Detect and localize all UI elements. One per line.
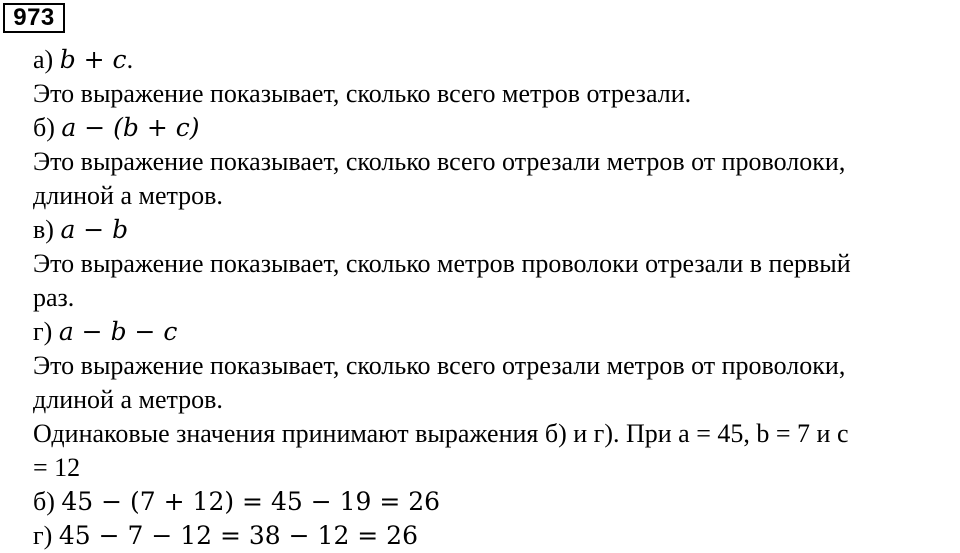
expression: a − b − c: [58, 317, 178, 346]
calculation: 45 − 7 − 12 = 38 − 12 = 26: [58, 521, 418, 550]
punctuation: .: [126, 45, 134, 74]
explanation-line: длиной а метров.: [33, 181, 223, 210]
task-number-badge: 973: [3, 3, 65, 33]
conclusion-line: Одинаковые значения принимают выражения б) и г). При a = 45, b = 7 и c: [33, 419, 849, 448]
explanation-line: Это выражение показывает, сколько всего отрезали метров от проволоки,: [33, 351, 846, 380]
item-label: г): [33, 317, 59, 346]
solution-text: [33, 43, 953, 553]
item-label: а): [33, 45, 60, 74]
expression: b + c: [59, 45, 127, 74]
item-label: б): [33, 113, 62, 142]
item-label: в): [33, 215, 61, 244]
expression: a − b: [60, 215, 129, 244]
conclusion-line: = 12: [33, 453, 81, 482]
calculation-g: [33, 519, 953, 553]
explanation-line: Это выражение показывает, сколько всего метров отрезали.: [33, 79, 692, 108]
explanation-line: раз.: [33, 283, 75, 312]
item-v-expression: [33, 213, 953, 247]
calculation: 45 − (7 + 12) = 45 − 19 = 26: [61, 487, 441, 516]
item-b-expression: [33, 111, 953, 145]
item-a-expression: [33, 43, 953, 77]
explanation-line: длиной а метров.: [33, 385, 223, 414]
item-label: б): [33, 487, 62, 516]
calculation-b: [33, 485, 953, 519]
explanation-line: Это выражение показывает, сколько всего отрезали метров от проволоки,: [33, 147, 846, 176]
explanation-line: Это выражение показывает, сколько метров проволоки отрезали в первый: [33, 249, 851, 278]
item-label: г): [33, 521, 59, 550]
expression: a − (b + c): [61, 113, 200, 142]
item-g-expression: [33, 315, 953, 349]
